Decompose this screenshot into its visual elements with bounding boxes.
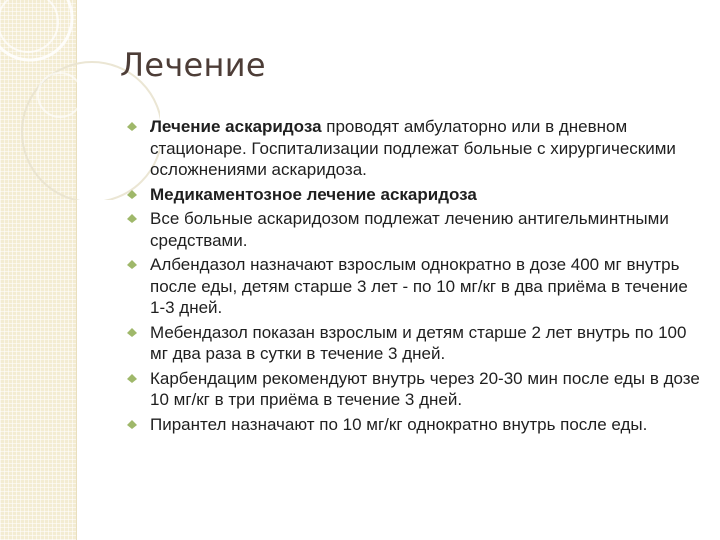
bullet-item [126,368,706,411]
leaf-bullet-icon [126,189,138,200]
bullet-item [126,116,706,181]
bullet-item [126,208,706,251]
bullet-emphasis: Медикаментозное лечение аскаридоза [150,184,477,204]
bullet-text: Все больные аскаридозом подлежат лечению антигельминтными средствами. [150,209,669,250]
bullet-item [126,254,706,319]
bullet-item [126,184,706,206]
leaf-bullet-icon [126,121,138,132]
bullet-text: Мебендазол показан взрослым и детям старше 2 лет внутрь по 100 мг два раза в сутки в течение 3 дней. [150,322,687,363]
bullet-text: проводят амбулаторно или в дневном стационаре. Госпитализации подлежат больные с хирургическими осложнениями аскаридоза. [150,117,676,179]
bullet-item [126,322,706,365]
bullet-item [126,414,706,436]
bullet-emphasis: Лечение аскаридоза [150,117,322,136]
slide-title: Лечение [120,46,266,84]
bullet-text: Албендазол назначают взрослым однократно в дозе 400 мг внутрь после еды, детям старше 3 лет - по 10 мг/кг в два приёма в течение 1-3 дней. [150,255,688,317]
leaf-bullet-icon [126,213,138,224]
leaf-bullet-icon [126,419,138,430]
bullet-list [126,116,706,438]
leaf-bullet-icon [126,259,138,270]
leaf-bullet-icon [126,327,138,338]
bullet-text: Карбендацим рекомендуют внутрь через 20-30 мин после еды в дозе 10 мг/кг в три приёма в течение 3 дней. [150,368,700,409]
bullet-text: Пирантел назначают по 10 мг/кг однократно внутрь после еды. [150,414,648,434]
leaf-bullet-icon [126,373,138,384]
